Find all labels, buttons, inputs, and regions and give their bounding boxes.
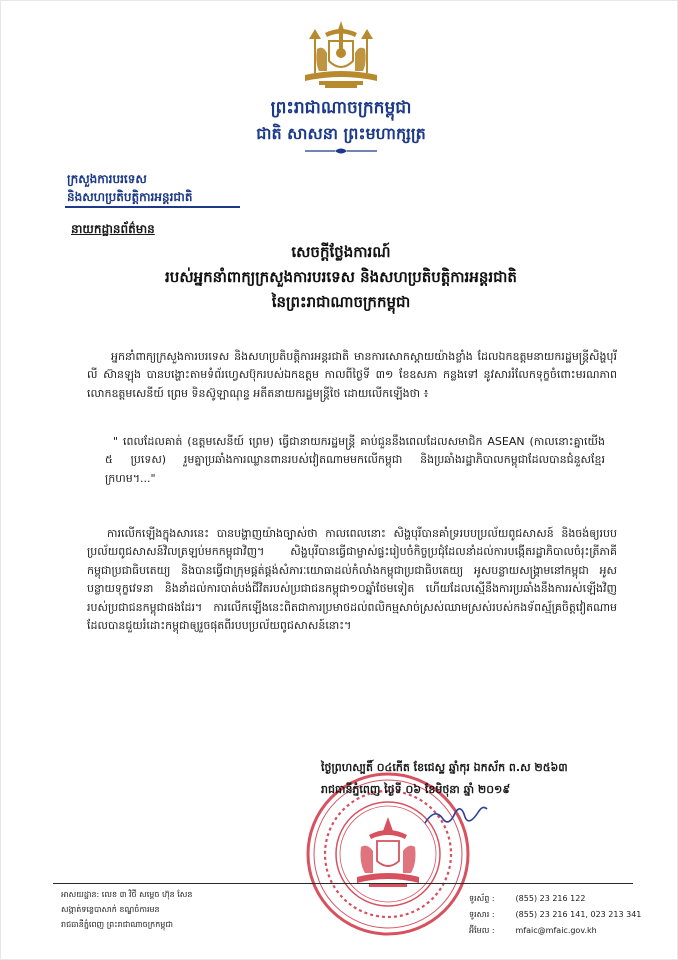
body-paragraph-2: ការលើកឡើងក្នុងសារនេះ បានបង្ហាញយ៉ាងច្បាស់ថា កាលពេលនោះ សិង្ហបុរីបានគាំទ្ររបបប្រល័យពូជសាសន៍ និងចង់ឲ្យរបបប្រល័យពូជសាសន៍វិលត្រឡប់មកកម្ពុជាវិញ។ សិង្ហបុរីបានធ្វើជាម្ចាស់ផ្ទះរៀបចំកិច្ចប្រជុំដែលនាំដល់ការបង្កើតរដ្ឋាភិបាលចំរុះត្រីភាគីកម្ពុជាប្រជាធិបតេយ្យ និងបានធ្វើជាក្រុមផ្គត់ផ្គង់សំភារៈយោធាដល់កំលាំងកម្ពុជាប្រជាធិបតេយ្យ អូសបន្លាយសង្គ្រាមនៅកម្ពុជា អូសបន្លាយទុក្ខវេទនា និងនាំដល់ការបាត់បង់ជីវិតរបស់ប្រជាជនកម្ពុជា១០ឆ្នាំថែមទៀត ហើយដែលស្មើនឹងការប្រឆាំងនឹងការរស់ឡើងវិញរបស់ប្រជាជនកម្ពុជាផងដែរ។ ការលើកឡើងនេះពិតជាការប្រមាថដល់ពលិកម្មសាច់ស្រស់ឈាមស្រស់របស់កងទ័ពស្ម័គ្រចិត្តវៀតណាម ដែលបានជួយរំដោះកម្ពុជាឲ្យរួចផុតពីរបបប្រល័យពូជសាសន៍នោះ។: [87, 527, 617, 633]
ministry-name-line1: ក្រសួងការបរទេស: [67, 172, 147, 186]
statement-subtitle-2: នៃព្រះរាជាណាចក្រកម្ពុជា: [271, 293, 411, 311]
kingdom-title: ព្រះរាជាណាចក្រកម្ពុជា: [270, 98, 412, 118]
kingdom-motto: ជាតិ សាសនា ព្រះមហាក្សត្រ: [256, 124, 426, 143]
email-value[interactable]: mfaic@mfaic.gov.kh: [515, 926, 597, 935]
email-label: អ៊ីមែល :: [469, 926, 495, 935]
contact-email: [469, 925, 597, 937]
ornamental-divider-icon: [305, 147, 377, 155]
address-line-2: សង្កាត់ទន្លេបាសាក់ ខណ្ឌចំការមន: [61, 905, 160, 914]
quoted-message: " ពេលដែលគាត់ (ឧត្តមសេនីយ៍ ព្រេម) ធ្វើជានាយករដ្ឋមន្ត្រី គាប់ជួននឹងពេលដែលសមាជិក ASEAN (កាលនោះគ្នាយើង ៥ ប្រទេស) រួមគ្នាប្រឆាំងការឈ្លានពានរបស់វៀតណាមមកលើកម្ពុជា និងប្រឆាំងរដ្ឋាភិបាលកម្ពុជាដែលបានជំនួសខ្មែរក្រហម។...": [105, 435, 605, 485]
statement-subtitle-1: របស់អ្នកនាំពាក្យក្រសួងការបរទេស និងសហប្រតិបត្តិការអន្តរជាតិ: [165, 268, 517, 286]
phone-value: (855) 23 216 122: [515, 894, 586, 903]
royal-coat-of-arms-icon: [295, 19, 387, 91]
signature-mark-icon: [421, 801, 491, 831]
statement-title: សេចក្តីថ្លែងការណ៍: [291, 243, 391, 261]
fax-value: (855) 23 216 141, 023 213 341: [515, 910, 642, 919]
address-line-1: អាសយដ្ឋាន: លេខ ៣ វិថី សម្តេច ហ៊ុន សែន: [61, 890, 193, 899]
body-paragraph-1: អ្នកនាំពាក្យក្រសួងការបរទេស និងសហប្រតិបត្តិការអន្តរជាតិ មានការសោកស្តាយយ៉ាងខ្លាំង ដែលឯកឧត្តមនាយករដ្ឋមន្ត្រីសិង្ហបុរី លី ស៊ានឡុង បានបង្ហោះតាមទំព័រហ្វេសប៊ុករបស់ឯកឧត្តម កាលពីថ្ងៃទី ៣១ ខែឧសភា កន្លងទៅ នូវសាររំលែកទុក្ខចំពោះមរណភាពលោកឧត្តមសេនីយ៍ ព្រេម ទិនស៊ូឡាណុន្ទ អតីតនាយករដ្ឋមន្ត្រីថៃ ដោយលើកឡើងថា ៖: [87, 350, 617, 400]
ministry-divider: [65, 206, 240, 208]
lunar-date: ថ្ងៃព្រហស្បតិ៍ ០៤កើត ខែជេស្ឋ ឆ្នាំកុរ ឯកស័ក ព.ស ២៥៦៣: [321, 761, 568, 774]
contact-fax: [469, 909, 641, 921]
fax-label: ទូរសារ :: [469, 910, 495, 919]
footer-divider: [53, 883, 633, 884]
department-name: នាយកដ្ឋានព័ត៌មាន: [71, 222, 155, 236]
contact-phone: [469, 893, 585, 905]
phone-label: ទូរស័ព្ទ :: [469, 894, 495, 903]
address-line-3: រាជធានីភ្នំពេញ ព្រះរាជាណាចក្រកម្ពុជា: [61, 920, 173, 929]
solar-date: រាជធានីភ្នំពេញ ថ្ងៃទី ០៦ ខែមិថុនា ឆ្នាំ ២០១៩: [321, 783, 511, 796]
ministry-name-line2: និងសហប្រតិបត្តិការអន្តរជាតិ: [67, 190, 193, 204]
